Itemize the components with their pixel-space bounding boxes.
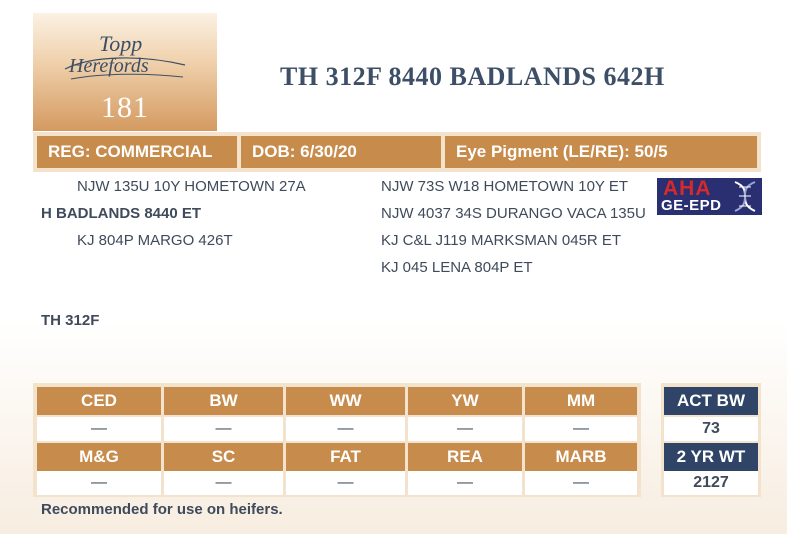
logo-line2: Herefords xyxy=(69,55,149,77)
pedigree-sire-dam-sire: KJ C&L J119 MARKSMAN 045R ET xyxy=(381,232,622,249)
epd-value-rea: — xyxy=(408,471,522,495)
animal-title: TH 312F 8440 BADLANDS 642H xyxy=(280,62,665,91)
pedigree-sire-sire: NJW 135U 10Y HOMETOWN 27A xyxy=(77,178,306,195)
topp-herefords-logo xyxy=(53,25,193,87)
epd-value-mg: — xyxy=(37,471,161,495)
epd-header-bw: BW xyxy=(164,387,283,415)
epd-value-ced: — xyxy=(37,417,161,441)
epd-value-bw: — xyxy=(164,417,283,441)
lot-number: 181 xyxy=(101,91,149,124)
epd-value-fat: — xyxy=(286,471,405,495)
logo-line1: Topp xyxy=(99,31,143,56)
epd-header-ced: CED xyxy=(37,387,161,415)
epd-header-ww: WW xyxy=(286,387,405,415)
epd-header-yw: YW xyxy=(408,387,522,415)
epd-header-sc: SC xyxy=(164,443,283,471)
pedigree-sire-sire-sire: NJW 73S W18 HOMETOWN 10Y ET xyxy=(381,178,628,195)
footnote: Recommended for use on heifers. xyxy=(41,501,283,518)
logo-block xyxy=(33,13,217,131)
dna-helix-icon xyxy=(731,180,759,213)
epd-header-marb: MARB xyxy=(525,443,637,471)
epd-value-sc: — xyxy=(164,471,283,495)
act-bw-value: 73 xyxy=(664,417,758,441)
eye-pigment-cell: Eye Pigment (LE/RE): 50/5 xyxy=(445,136,757,168)
aha-ge-epd-logo xyxy=(657,178,762,215)
epd-header-mm: MM xyxy=(525,387,637,415)
info-bar xyxy=(33,132,761,172)
dob-cell: DOB: 6/30/20 xyxy=(241,136,441,168)
epd-value-ww: — xyxy=(286,417,405,441)
yr-wt-value: 2127 xyxy=(664,471,758,495)
ge-epd-logo-text: GE-EPD xyxy=(661,197,722,214)
pedigree-dam: TH 312F xyxy=(41,312,100,329)
epd-value-mm: — xyxy=(525,417,637,441)
act-bw-label: ACT BW xyxy=(664,387,758,415)
epd-table xyxy=(33,383,641,497)
epd-value-marb: — xyxy=(525,471,637,495)
yr-wt-label: 2 YR WT xyxy=(664,443,758,471)
pedigree-sire-dam-dam: KJ 045 LENA 804P ET xyxy=(381,259,533,276)
epd-header-fat: FAT xyxy=(286,443,405,471)
reg-cell: REG: COMMERCIAL xyxy=(37,136,237,168)
epd-header-rea: REA xyxy=(408,443,522,471)
aha-logo-text: AHA xyxy=(663,177,712,200)
pedigree-sire-dam: KJ 804P MARGO 426T xyxy=(77,232,233,249)
pedigree-sire: H BADLANDS 8440 ET xyxy=(41,205,202,222)
actuals-table xyxy=(661,383,761,497)
epd-header-mg: M&G xyxy=(37,443,161,471)
pedigree-sire-sire-dam: NJW 4037 34S DURANGO VACA 135U xyxy=(381,205,646,222)
epd-value-yw: — xyxy=(408,417,522,441)
